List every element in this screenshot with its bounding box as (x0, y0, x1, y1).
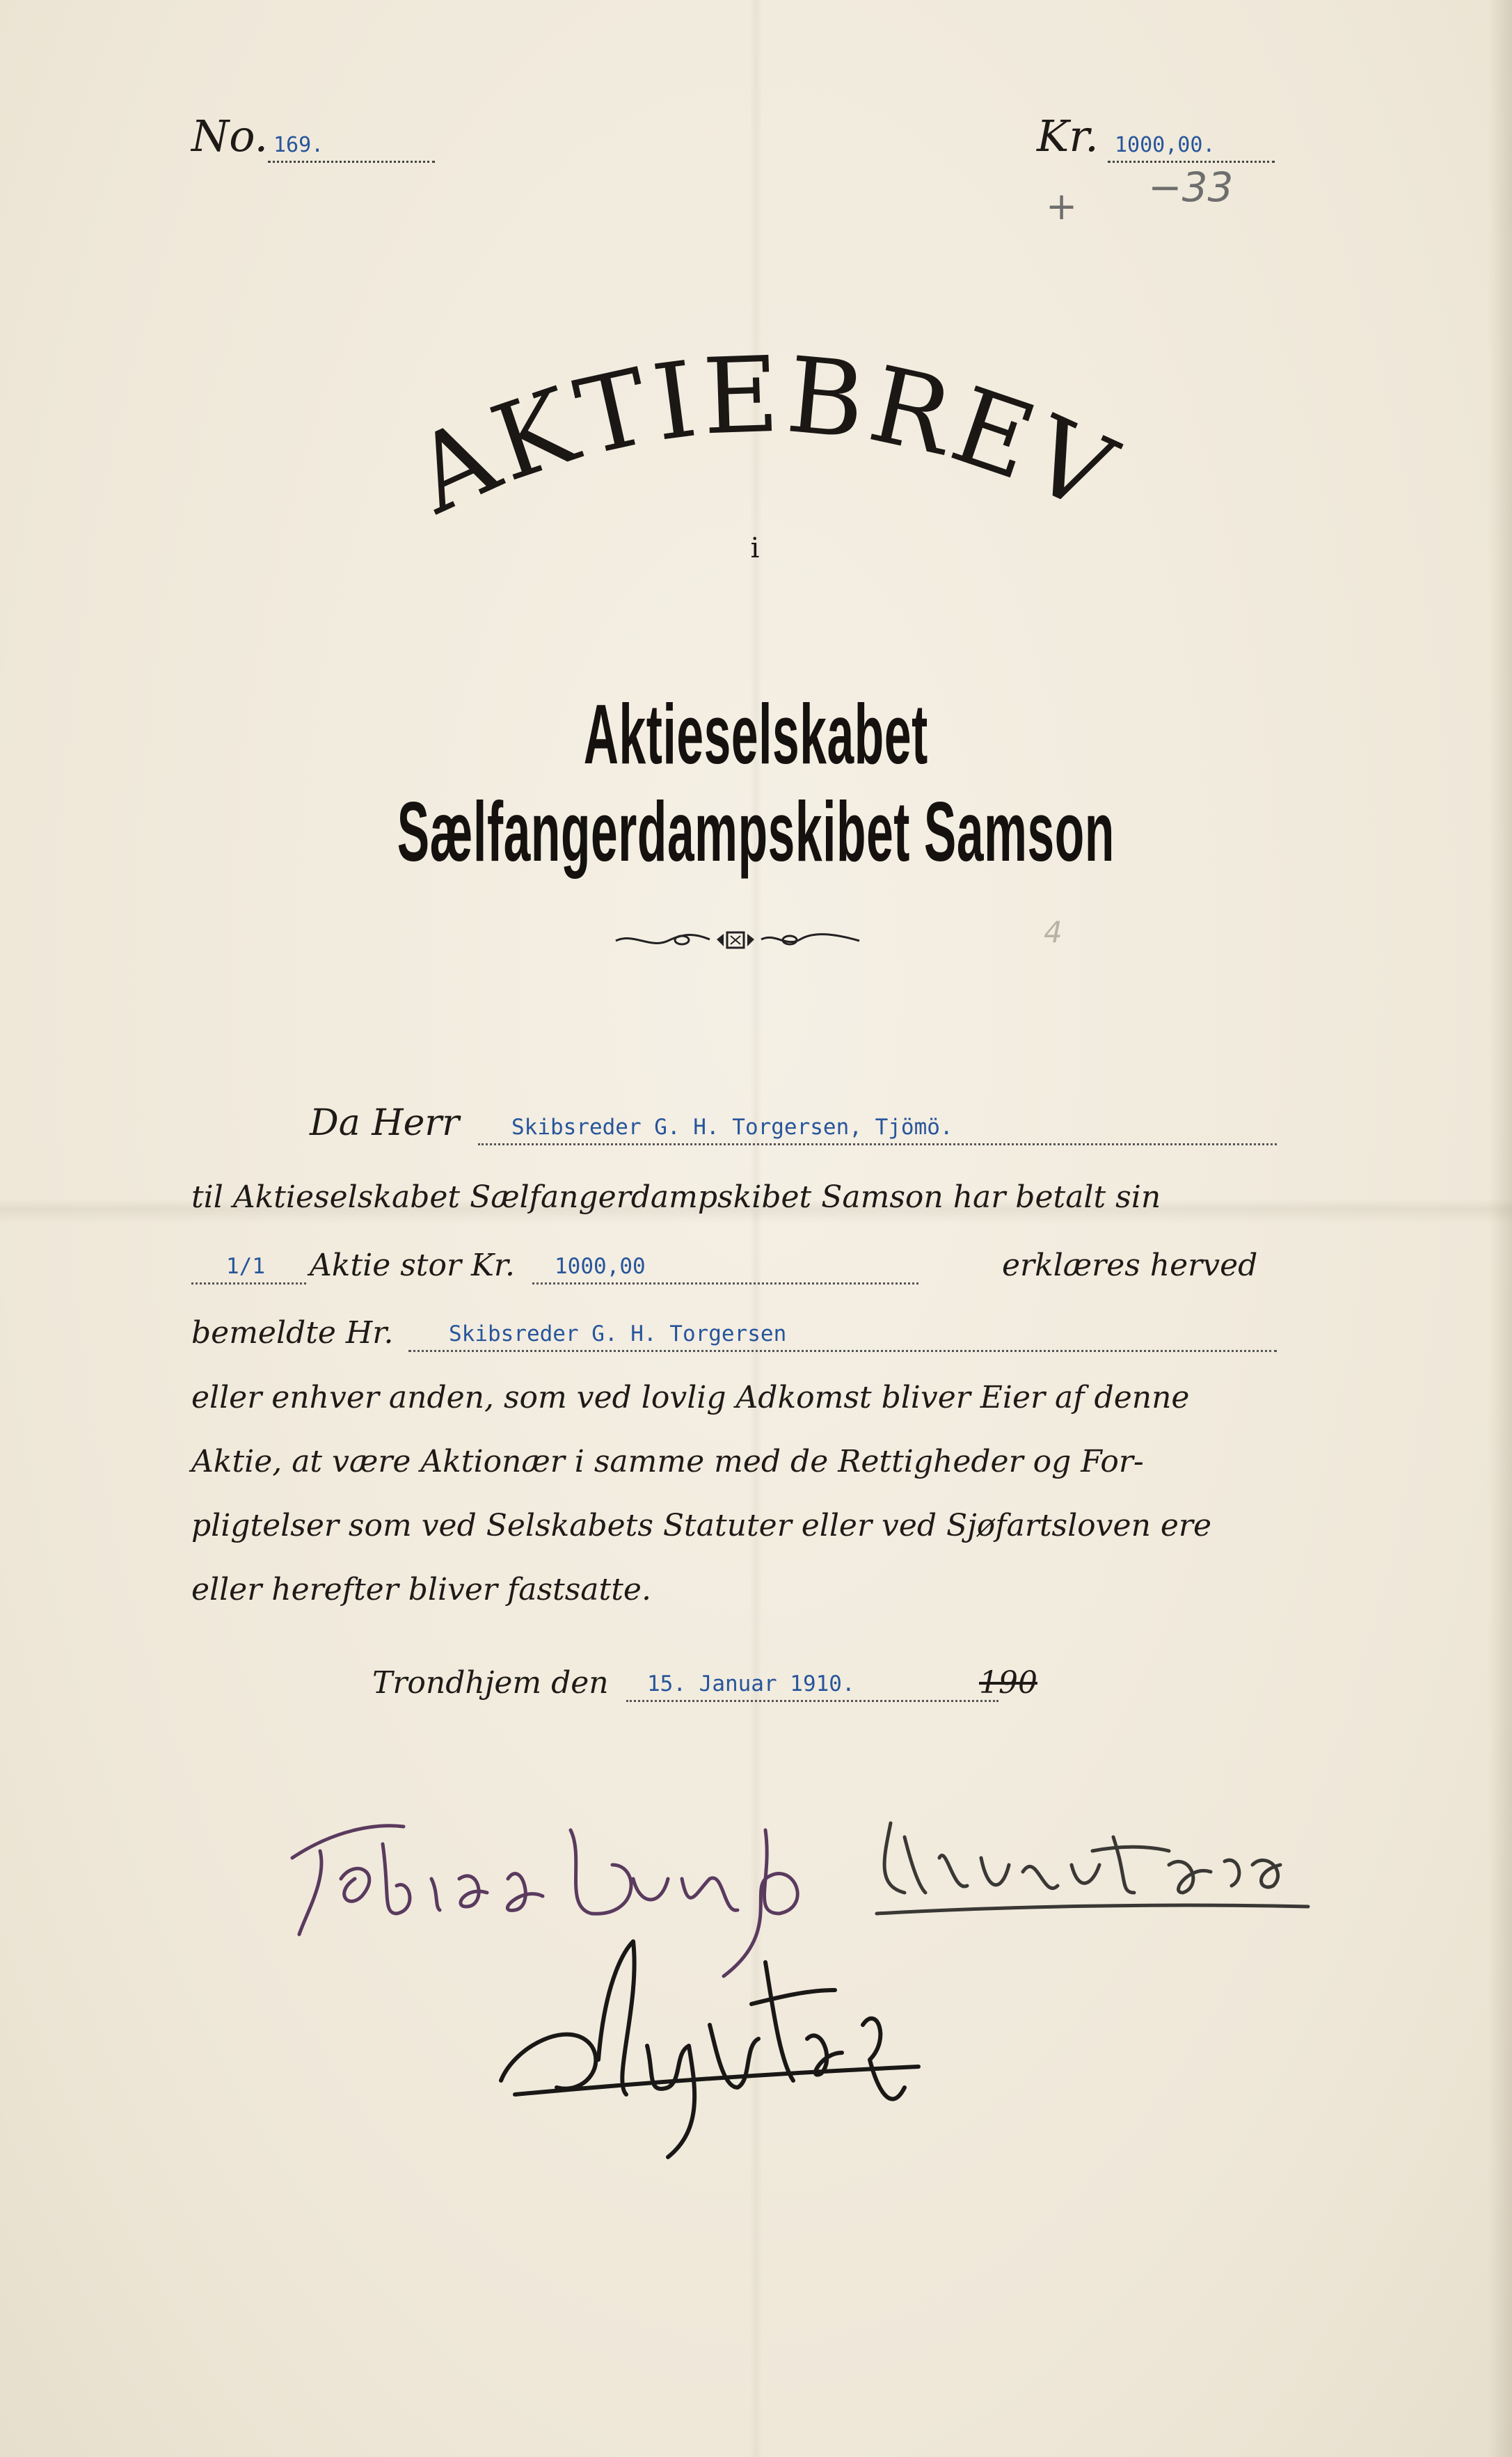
body-line-7 (191, 1497, 1277, 1553)
kr-label: Kr. (1037, 111, 1099, 161)
signature-aug-torp (487, 1921, 932, 2171)
ornament-divider (612, 919, 863, 960)
body-line-2 (191, 1169, 1277, 1225)
place-label: Trondhjem den (372, 1665, 609, 1701)
da-herr-label: Da Herr (310, 1102, 460, 1144)
holder-name-1: Skibsreder G. H. Torgersen, Tjömö. (511, 1115, 953, 1140)
body-line-5 (191, 1369, 1277, 1425)
aktie-stor-kr: Aktie stor Kr. (310, 1248, 516, 1283)
date-line (191, 1655, 1277, 1710)
erklaeres-herved: erklæres herved (1002, 1248, 1258, 1283)
certificate-number (191, 111, 435, 181)
struck-year: 190 (979, 1665, 1037, 1701)
no-dotted-line (268, 161, 435, 163)
body-line-1 (191, 1098, 1277, 1154)
body-line-3 (191, 1237, 1277, 1293)
no-label: No. (191, 111, 269, 161)
kr-dotted-line (1108, 161, 1275, 163)
pencil-faint-mark: 4 (1044, 915, 1063, 949)
company-name: Aktieselskabet Sælfangerdampskibet Samson (397, 687, 1115, 879)
body-text-6: Aktie, at være Aktionær i samme med de Rettigheder og For- (191, 1444, 1144, 1479)
pencil-plus: + (1046, 184, 1078, 228)
issue-date: 15. Januar 1910. (647, 1671, 855, 1696)
body-text-5: eller enhver anden, som ved lovlig Adkomst bliver Eier af denne (191, 1380, 1190, 1415)
line4-dotted (408, 1350, 1277, 1352)
kr-value: 1000,00. (1115, 133, 1216, 157)
body-line-6 (191, 1433, 1277, 1489)
paper-edge-shadow (1488, 0, 1512, 2457)
holder-name-2: Skibsreder G. H. Torgersen (449, 1321, 787, 1346)
date-dotted (626, 1700, 998, 1702)
line1-dotted (478, 1143, 1277, 1145)
svg-text:AKTIEBREV: AKTIEBREV (396, 334, 1135, 538)
line3-dotted-b (532, 1282, 918, 1285)
no-value: 169. (273, 133, 324, 157)
body-text-8: eller herefter bliver fastsatte. (191, 1572, 651, 1607)
title-aktiebrev (390, 334, 1141, 543)
body-line-8 (191, 1561, 1277, 1617)
body-line-4 (191, 1305, 1277, 1360)
pencil-minus-33: −33 (1148, 164, 1234, 211)
body-text-7: pligtelser som ved Selskabets Statuter eller ved Sjøfartsloven ere (191, 1508, 1212, 1543)
bemeldte-hr-label: bemeldte Hr. (191, 1315, 394, 1351)
body-text-2: til Aktieselskabet Sælfangerdampskibet Samson har betalt sin (191, 1179, 1161, 1215)
share-amount: 1000,00 (555, 1254, 646, 1279)
line3-dotted-a (191, 1282, 306, 1285)
share-fraction: 1/1 (226, 1254, 265, 1279)
preposition-i: i (750, 532, 760, 564)
